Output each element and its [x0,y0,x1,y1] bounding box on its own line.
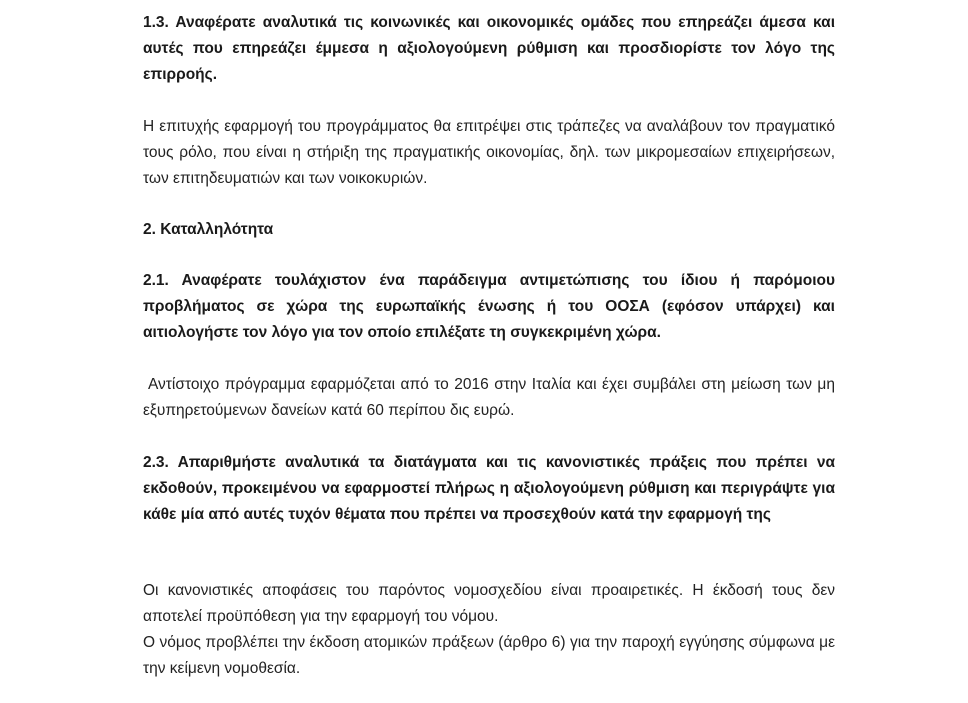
answer-2-3-paragraph-2: Ο νόμος προβλέπει την έκδοση ατομικών πράξεων (άρθρο 6) για την παροχή εγγύησης σύμφωνα με την κείμενη νομοθεσία. [143,634,835,677]
answer-2-1: Αντίστοιχο πρόγραμμα εφαρμόζεται από το 2016 στην Ιταλία και έχει συμβάλει στη μείωση των μη εξυπηρετούμενων δανείων κατά 60 περίπου δις ευρώ. [143,376,835,419]
answer-1-3: Η επιτυχής εφαρμογή του προγράμματος θα επιτρέψει στις τράπεζες να αναλάβουν τον πραγματικό τους ρόλο, που είναι η στήριξη της πραγματικής οικονομίας, δηλ. των μικρομεσαίων επιχειρήσεων, των επιτηδευματιών και των νοικοκυριών. [143,118,835,187]
question-2-1: 2.1. Αναφέρατε τουλάχιστον ένα παράδειγμα αντιμετώπισης του ίδιου ή παρόμοιου προβλήματος σε χώρα της ευρωπαϊκής ένωσης ή του ΟΟΣΑ (εφόσον υπάρχει) και αιτιολογήστε τον λόγο για τον οποίο επιλέξατε τη συγκεκριμένη χώρα. [143,272,835,341]
question-2-3: 2.3. Απαριθμήστε αναλυτικά τα διατάγματα και τις κανονιστικές πράξεις που πρέπει να εκδοθούν, προκειμένου να εφαρμοστεί πλήρως η αξιολογούμενη ρύθμιση και περιγράψτε για κάθε μία από αυτές τυχόν θέματα που πρέπει να προσεχθούν κατά την εφαρμογή της [143,454,835,523]
section-heading-2: 2. Καταλληλότητα [143,221,274,238]
answer-2-3-paragraph-1: Οι κανονιστικές αποφάσεις του παρόντος νομοσχεδίου είναι προαιρετικές. Η έκδοσή τους δεν αποτελεί προϋπόθεση για την εφαρμογή του νόμου. [143,582,835,625]
question-1-3: 1.3. Αναφέρατε αναλυτικά τις κοινωνικές και οικονομικές ομάδες που επηρεάζει άμεσα και αυτές που επηρεάζει έμμεσα η αξιολογούμενη ρύθμιση και προσδιορίστε τον λόγο της επιρροής. [143,14,835,83]
